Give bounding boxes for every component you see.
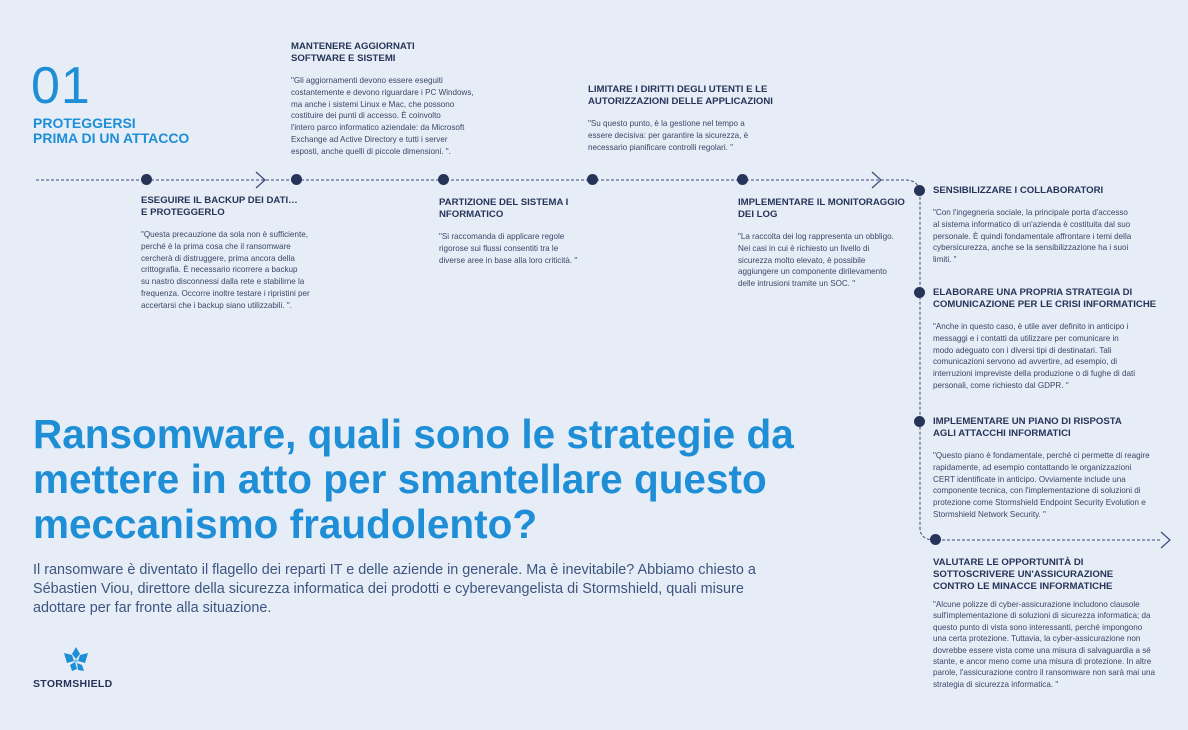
step-monitoring: IMPLEMENTARE IL MONITORAGGIO DEI LOG "La raccolta dei log rappresenta un obbligo. Nei casi in cui è richiesto un livello di sicurezza molto elevato, è possibile aggiungere un componente dirilevamento delle intrusioni tramite un SOC. " — [738, 197, 905, 289]
timeline-dot — [914, 416, 925, 427]
section-number: 01 — [31, 57, 91, 115]
arrow-right-icon — [1161, 532, 1170, 548]
step-updates: MANTENERE AGGIORNATI SOFTWARE E SISTEMI "Gli aggiornamenti devono essere eseguiti costantemente e devono riguardare i PC Windows, ma anche i sistemi Linux e Mac, che possono costituire dei punti di accesso. È coinvolto l'intero parco informatico aziendale: da Microsoft Exchange ad Active Directory e tutti i server esposti, anche quelli di piccole dimensioni. ". — [291, 41, 474, 156]
step-awareness: SENSIBILIZZARE I COLLABORATORI "Con l'ingegneria sociale, la principale porta d'accesso al sistema informatico di un'azienda è costituita dal suo personale. È quindi fondamentale affrontare i temi della cybersicurezza, anche se la sensibilizzazione ha i suoi limiti. " — [933, 185, 1132, 265]
timeline-dot — [587, 174, 598, 185]
timeline-dot — [930, 534, 941, 545]
page-title: Ransomware, quali sono le strategie da mettere in atto per smantellare questo meccanismo fraudolento? — [33, 411, 794, 547]
step-response-plan: IMPLEMENTARE UN PIANO DI RISPOSTA AGLI ATTACCHI INFORMATICI "Questo piano è fondamentale, perché ci permette di reagire rapidamente, ad esempio contattando le organizzazioni CERT identificate in anticipo. Ovviamente include una componente tecnica, con l'implementazione di soluzioni di protezione come Stormshield Endpoint Security Evolution e Stormshield Network Security. " — [933, 416, 1150, 519]
step-crisis-communication: ELABORARE UNA PROPRIA STRATEGIA DI COMUNICAZIONE PER LE CRISI INFORMATICHE "Anche in questo caso, è utile aver definito in anticipo i messaggi e i contatti da utilizzare per comunicare in modo adeguato con i diversi tipi di destinatari. Tali comunicazioni servono ad avvertire, ad esempio, di interruzioni impreviste della produzione o di fughe di dati personali, come richiesto dal GDPR. " — [933, 287, 1157, 390]
step-partition: PARTIZIONE DEL SISTEMA I NFORMATICO "Si raccomanda di applicare regole rigorose sui flussi consentiti tra le diverse aree in base alla loro criticità. " — [439, 197, 578, 265]
step-insurance: VALUTARE LE OPPORTUNITÀ DI SOTTOSCRIVERE UN'ASSICURAZIONE CONTRO LE MINACCE INFORMATICHE "Alcune polizze di cyber-assicurazione includono clausole sull'implementazione di soluzioni di sicurezza informatica; da questo punto di vista sono interessanti, perché impongono una certa protezione. Tuttavia, la cyber-assicurazione non dovrebbe essere vista come una misura di salvaguardia a sé stante, e ancor meno come una misura di protezione. In altre parole, l'assicurazione contro il ransomware non sarà mai una strategia di sicurezza informatica. " — [933, 557, 1155, 689]
timeline-dot — [438, 174, 449, 185]
timeline-dot — [737, 174, 748, 185]
stormshield-logo-icon — [60, 645, 92, 673]
section-title: PROTEGGERSI PRIMA DI UN ATTACCO — [33, 115, 190, 146]
brand-name: STORMSHIELD — [33, 678, 113, 690]
timeline-dot — [914, 185, 925, 196]
step-backup: ESEGUIRE IL BACKUP DEI DATI… E PROTEGGERLO "Questa precauzione da sola non è sufficiente, perché è la prima cosa che il ransomware cercherà di distruggere, prima ancora della crittografia. È necessario ricorrere a backup su nastro disconnessi dalla rete e stabilirne la frequenza. Occorre inoltre testare i ripristini per accertarsi che i backup siano utilizzabili. ". — [141, 195, 310, 310]
timeline-dot — [141, 174, 152, 185]
step-rights: LIMITARE I DIRITTI DEGLI UTENTI E LE AUTORIZZAZIONI DELLE APPLICAZIONI "Su questo punto, è la gestione nel tempo a essere decisiva: per garantire la sicurezza, è necessario pianificare controlli regolari. " — [588, 84, 773, 152]
timeline-dot — [291, 174, 302, 185]
intro-paragraph: Il ransomware è diventato il flagello dei reparti IT e delle aziende in generale. Ma è inevitabile? Abbiamo chiesto a Sébastien Viou, direttore della sicurezza informatica dei prodotti e cyberevangelista di Stormshield, quali misure adottare per far fronte alla situazione. — [33, 562, 756, 616]
